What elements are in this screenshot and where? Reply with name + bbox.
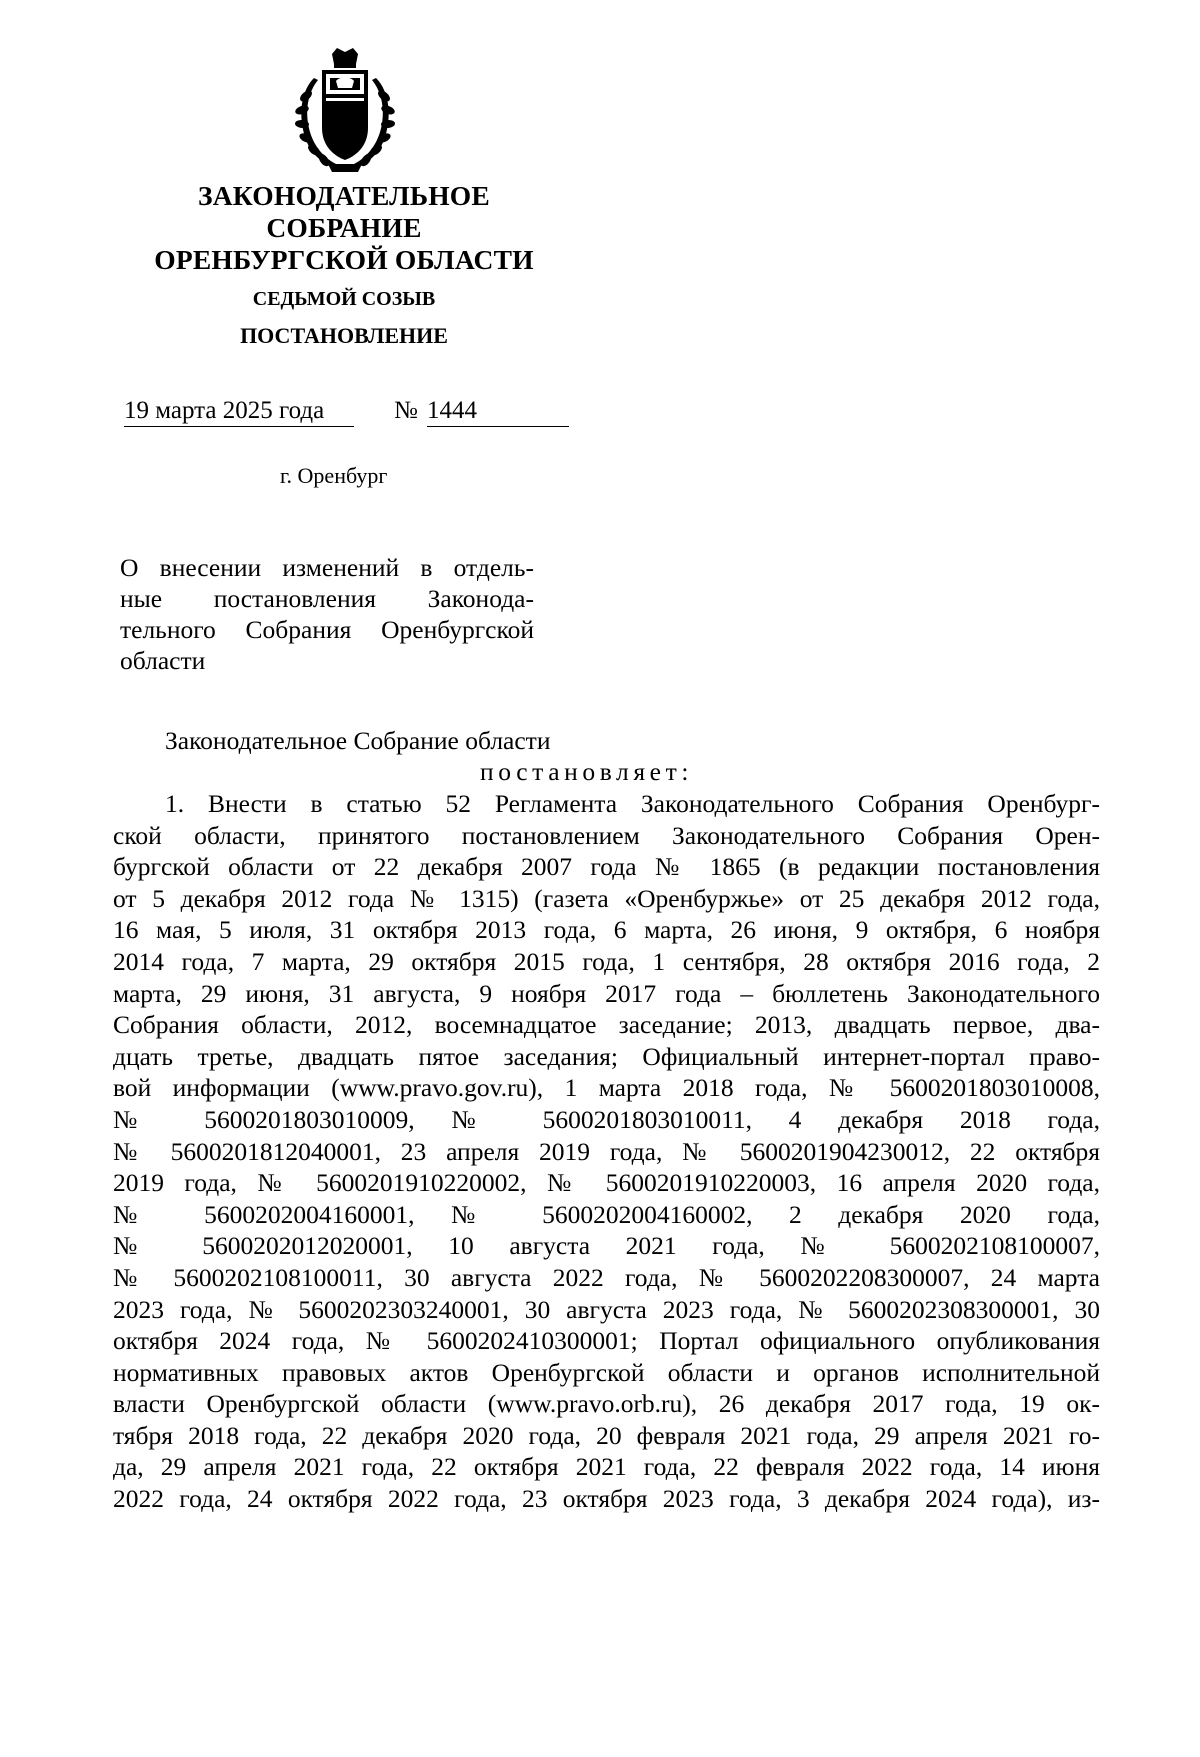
document-number: 1444 [427,396,569,427]
number-sign: № [394,397,418,424]
org-title-line-1: ЗАКОНОДАТЕЛЬНОЕ [198,180,490,211]
body-line: нормативных правовых актов Оренбургской области и органов исполнительной [113,1357,1100,1387]
body-line: ской области, принятого постановлением Законодательного Собрания Орен- [113,820,1100,850]
city-label: г. Оренбург [280,463,388,488]
org-title-line-3: ОРЕНБУРГСКОЙ ОБЛАСТИ [154,244,534,275]
body-line: 16 мая, 5 июля, 31 октября 2013 года, 6 марта, 26 июня, 9 октября, 6 ноября [113,915,1100,945]
subject-line: тельного Собрания Оренбургской [120,615,534,644]
subject-line: области [120,646,206,675]
subject-line: ные постановления Законода- [120,584,534,613]
body-line: Собрания области, 2012, восемнадцатое заседание; 2013, двадцать первое, два- [113,1010,1100,1040]
resolves-word: постановляет: [480,757,694,786]
body-line: власти Оренбургской области (www.pravo.orb.ru), 26 декабря 2017 года, 19 ок- [113,1389,1100,1419]
body-line: тября 2018 года, 22 декабря 2020 года, 20 февраля 2021 года, 29 апреля 2021 го- [113,1420,1100,1450]
body-line: № 5600201812040001, 23 апреля 2019 года, № 5600201904230012, 22 октября [113,1136,1100,1166]
body-line: 2022 года, 24 октября 2022 года, 23 октября 2023 года, 3 декабря 2024 года), из- [113,1484,1100,1514]
body-line: 2023 года, № 5600202303240001, 30 августа 2023 года, № 5600202308300001, 30 [113,1294,1100,1324]
body-line: 2019 года, № 5600201910220002, № 5600201910220003, 16 апреля 2020 года, [113,1168,1100,1198]
body-line: дцать третье, двадцать пятое заседания; Официальный интернет-портал право- [113,1041,1100,1071]
org-title-line-2: СОБРАНИЕ [266,212,422,243]
document-type-title: ПОСТАНОВЛЕНИЕ [240,323,448,348]
coat-of-arms-emblem [292,48,398,176]
subject-line: О внесении изменений в отдель- [120,553,534,582]
convocation-label: СЕДЬМОЙ СОЗЫВ [252,288,436,310]
body-paragraph [113,788,1100,1515]
body-line: № 5600202012020001, 10 августа 2021 года, № 5600202108100007, [113,1231,1100,1261]
document-date: 19 марта 2025 года [124,396,354,427]
body-line: марта, 29 июня, 31 августа, 9 ноября 2017 года – бюллетень Законодательного [113,978,1100,1008]
body-line: да, 29 апреля 2021 года, 22 октября 2021 года, 22 февраля 2022 года, 14 июня [113,1452,1100,1482]
body-line: № 5600202004160001, № 5600202004160002, 2 декабря 2020 года, [113,1199,1100,1229]
document-subject [120,552,534,676]
body-line: № 5600201803010009, № 5600201803010011, 4 декабря 2018 года, [113,1104,1100,1134]
body-line: октября 2024 года, № 5600202410300001; Портал официального опубликования [113,1326,1100,1356]
body-line: 1. Внести в статью 52 Регламента Законодательного Собрания Оренбург- [165,789,1100,818]
body-line: 2014 года, 7 марта, 29 октября 2015 года, 1 сентября, 28 октября 2016 года, 2 [113,946,1100,976]
body-line: вой информации (www.pravo.gov.ru), 1 марта 2018 года, № 5600201803010008, [113,1073,1100,1103]
preamble-text: Законодательное Собрание области [165,726,551,755]
body-line: от 5 декабря 2012 года № 1315) (газета «Оренбуржье» от 25 декабря 2012 года, [113,883,1100,913]
body-line: бургской области от 22 декабря 2007 года № 1865 (в редакции постановления [113,852,1100,882]
body-line: № 5600202108100011, 30 августа 2022 года, № 5600202208300007, 24 марта [113,1262,1100,1292]
organization-title [140,180,548,276]
